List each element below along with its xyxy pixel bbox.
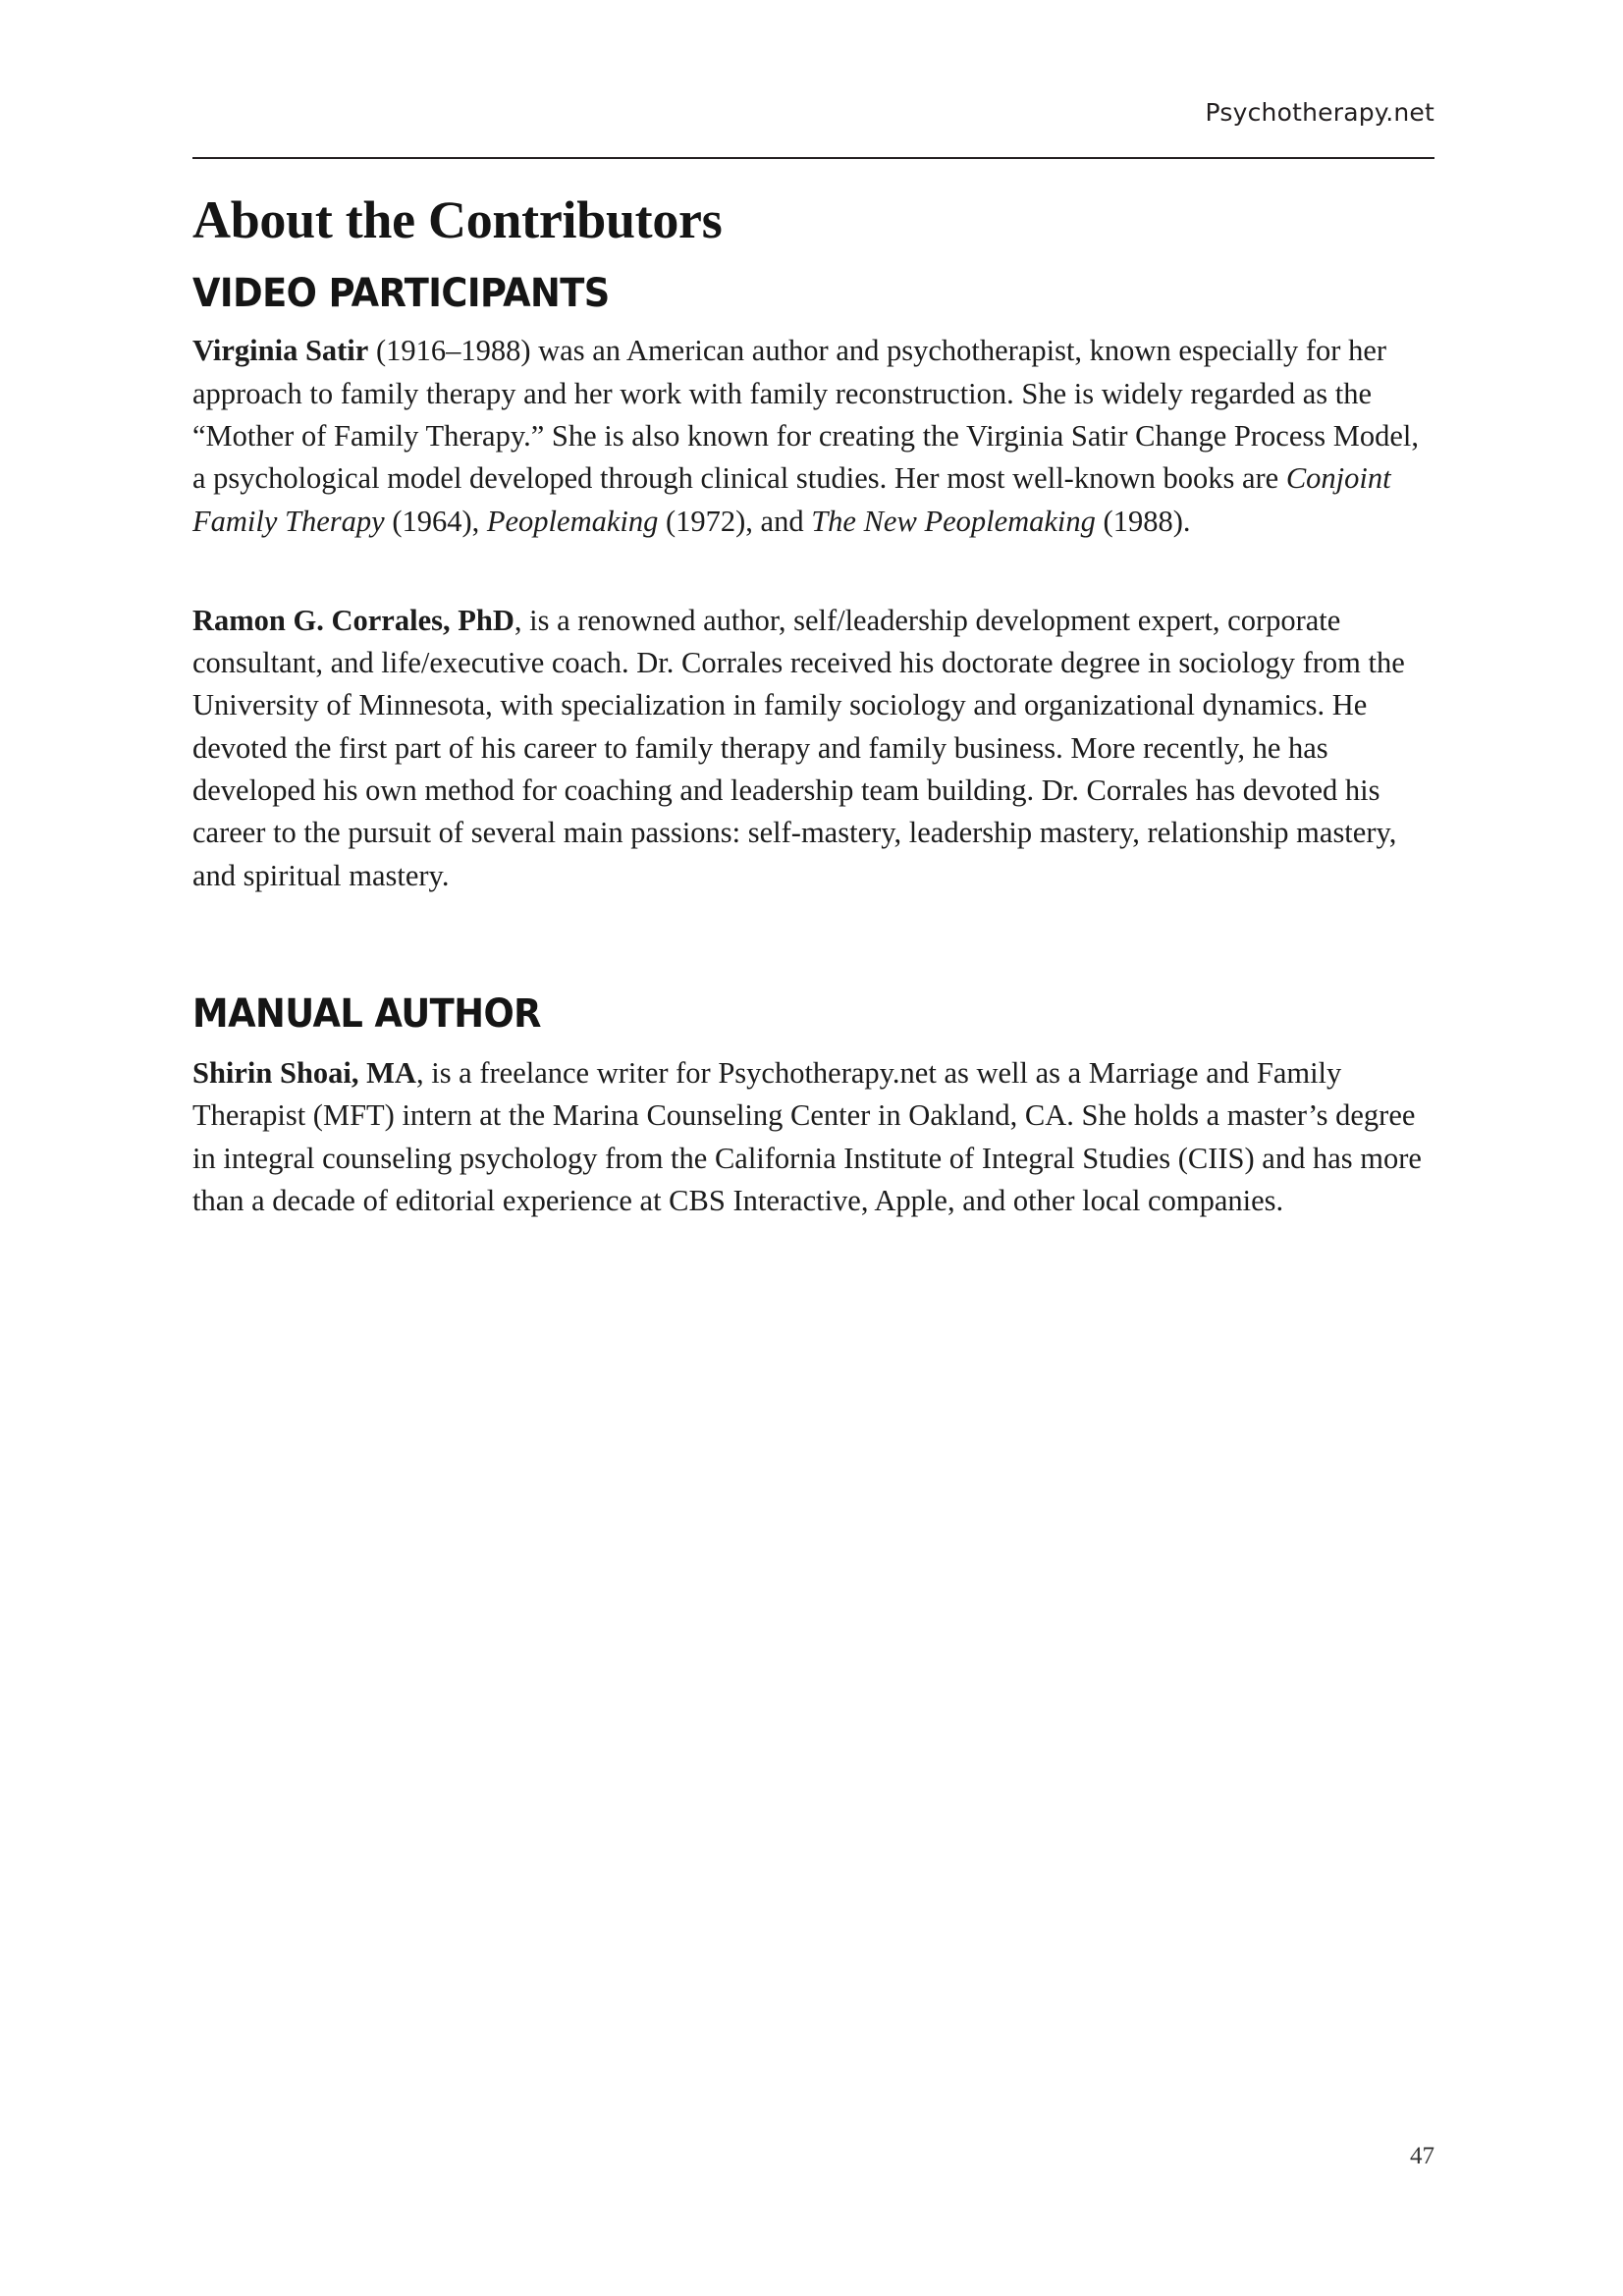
- book-title-peoplemaking: Peoplemaking: [486, 504, 659, 538]
- bio-text-part-1: (1916–1988) was an American author and psychotherapist, known especially for her approach to family therapy and her work with family reconstruction. She is widely regarded as the “Mother of Family Therapy.” She is also known for creating the Virginia Satir Change Process Model, a psychological model developed through clinical studies. Her most well-known books are: [192, 334, 1419, 496]
- header-divider: [192, 157, 1434, 159]
- page-header: [192, 98, 1434, 127]
- page-content: [192, 191, 1437, 1257]
- bio-text-part-2: (1964),: [384, 504, 487, 538]
- contributor-bio-virginia-satir: [192, 330, 1437, 542]
- bio-text-part-4: (1988).: [1095, 504, 1191, 538]
- book-title-conjoint-family-therapy: Conjoint Family Therapy: [192, 461, 1391, 538]
- section-heading-manual-author: MANUAL AUTHOR: [192, 990, 541, 1037]
- site-name: Psychotherapy.net: [1205, 98, 1434, 127]
- contributor-bio-shirin-shoai: [192, 1052, 1437, 1222]
- bio-text-part-3: (1972), and: [658, 504, 812, 538]
- contributor-name-virginia-satir: Virginia Satir: [192, 334, 369, 368]
- contributor-bio-ramon-corrales: [192, 600, 1437, 897]
- section-heading-video-participants: VIDEO PARTICIPANTS: [192, 271, 610, 317]
- page-number: 47: [1410, 2143, 1434, 2169]
- bio-text-shirin-shoai: , is a freelance writer for Psychotherapy.net as well as a Marriage and Family Therapist (MFT) intern at the Marina Counseling Center in Oakland, CA. She holds a master’s degree in integral counseling psychology from the California Institute of Integral Studies (CIIS) and has more than a decade of editorial experience at CBS Interactive, Apple, and other local companies.: [192, 1055, 1422, 1217]
- contributor-name-ramon-corrales: Ramon G. Corrales, PhD: [192, 603, 514, 637]
- contributor-name-shirin-shoai: Shirin Shoai, MA: [192, 1055, 416, 1090]
- bio-text-ramon-corrales: , is a renowned author, self/leadership development expert, corporate consultant, and life/executive coach. Dr. Corrales received his doctorate degree in sociology from the University of Minnesota, with specialization in family sociology and organizational dynamics. He devoted the first part of his career to family therapy and family business. More recently, he has developed his own method for coaching and leadership team building. Dr. Corrales has devoted his career to the pursuit of several main passions: self-mastery, leadership mastery, relationship mastery, and spiritual mastery.: [192, 603, 1405, 892]
- book-title-new-peoplemaking: The New Peoplemaking: [811, 504, 1096, 538]
- page-title: About the Contributors: [192, 190, 723, 249]
